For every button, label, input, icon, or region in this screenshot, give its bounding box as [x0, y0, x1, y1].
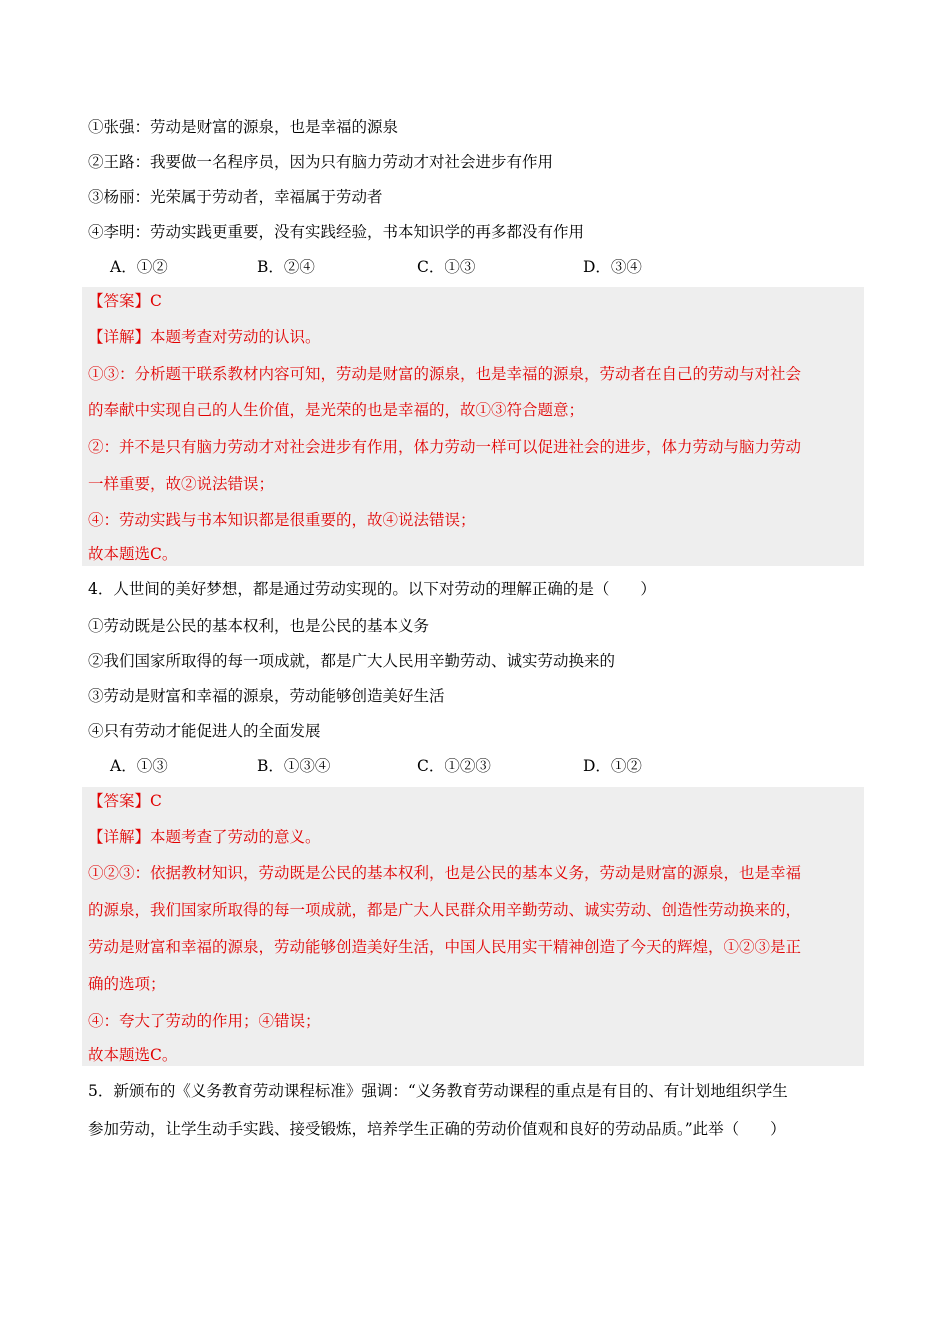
q3-option-c: C．①③	[417, 258, 476, 276]
q3-analysis-6: 故本题选C。	[88, 545, 178, 563]
q3-analysis-4: 一样重要，故②说法错误；	[88, 475, 275, 493]
q4-analysis-5: ④：夸大了劳动的作用；④错误；	[88, 1012, 321, 1030]
q4-option-a: A．①③	[110, 757, 168, 775]
q4-analysis-3: 劳动是财富和幸福的源泉，劳动能够创造美好生活，中国人民用实干精神创造了今天的辉煌，①②③是正	[88, 938, 802, 956]
q4-answer: 【答案】C	[88, 792, 162, 810]
q4-stem: 4．人世间的美好梦想，都是通过劳动实现的。以下对劳动的理解正确的是（ ）	[88, 580, 656, 598]
q3-statement-4: ④李明：劳动实践更重要，没有实践经验，书本知识学的再多都没有作用	[88, 223, 585, 241]
q4-statement-4: ④只有劳动才能促进人的全面发展	[88, 722, 321, 740]
q3-option-d: D．③④	[583, 258, 642, 276]
q3-analysis-5: ④：劳动实践与书本知识都是很重要的，故④说法错误；	[88, 511, 476, 529]
q3-detail-head	[88, 327, 321, 347]
q4-statement-1: ①劳动既是公民的基本权利，也是公民的基本义务	[88, 617, 430, 635]
q5-stem-1: 5．新颁布的《义务教育劳动课程标准》强调：“义务教育劳动课程的重点是有目的、有计划地组织学生	[88, 1082, 788, 1100]
q3-statement-1: ①张强：劳动是财富的源泉，也是幸福的源泉	[88, 118, 399, 136]
q5-stem-2: 参加劳动，让学生动手实践、接受锻炼，培养学生正确的劳动价值观和良好的劳动品质。”此举（ ）	[88, 1120, 786, 1138]
q3-detail-head-text: 【详解】本题考查对劳动的认识。	[88, 328, 321, 346]
q3-statement-2: ②王路：我要做一名程序员，因为只有脑力劳动才对社会进步有作用	[88, 153, 554, 171]
q4-detail-head-text: 【详解】本题考查了劳动的意义。	[88, 828, 321, 846]
q3-answer: 【答案】C	[88, 292, 162, 310]
q4-option-c: C．①②③	[417, 757, 491, 775]
q4-detail-head	[88, 827, 321, 847]
q3-option-b: B．②④	[257, 258, 315, 276]
q4-option-b: B．①③④	[257, 757, 331, 775]
q4-statement-2: ②我们国家所取得的每一项成就，都是广大人民用辛勤劳动、诚实劳动换来的	[88, 652, 616, 670]
q4-analysis-4: 确的选项；	[88, 975, 166, 993]
q3-analysis-2: 的奉献中实现自己的人生价值，是光荣的也是幸福的，故①③符合题意；	[88, 401, 585, 419]
q4-option-d: D．①②	[583, 757, 642, 775]
q4-statement-3: ③劳动是财富和幸福的源泉，劳动能够创造美好生活	[88, 687, 445, 705]
q3-option-a: A．①②	[110, 258, 168, 276]
q3-statement-3: ③杨丽：光荣属于劳动者，幸福属于劳动者	[88, 188, 383, 206]
q3-analysis-3: ②：并不是只有脑力劳动才对社会进步有作用，体力劳动一样可以促进社会的进步，体力劳动与脑力劳动	[88, 438, 802, 456]
q4-analysis-1: ①②③：依据教材知识，劳动既是公民的基本权利，也是公民的基本义务，劳动是财富的源泉，也是幸福	[88, 864, 802, 882]
q4-analysis-6: 故本题选C。	[88, 1046, 178, 1064]
q4-analysis-2: 的源泉，我们国家所取得的每一项成就，都是广大人民群众用辛勤劳动、诚实劳动、创造性劳动换来的，	[88, 901, 802, 919]
q3-analysis-1: ①③：分析题干联系教材内容可知，劳动是财富的源泉，也是幸福的源泉，劳动者在自己的劳动与对社会	[88, 365, 802, 383]
